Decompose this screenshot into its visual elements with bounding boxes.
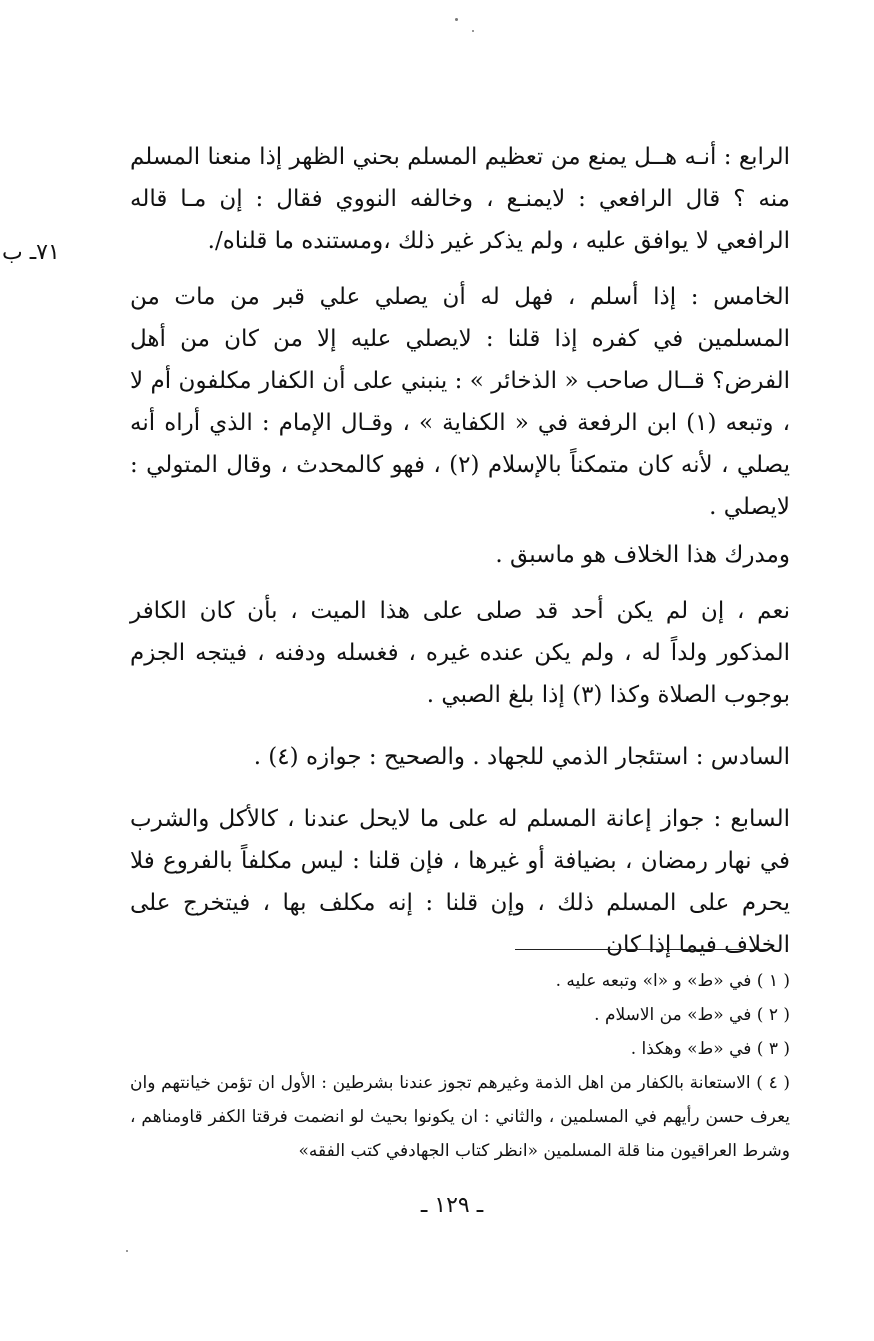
paragraph-fourth: الرابع : أنـه هــل يمنع من تعظيم المسلم بحني الظهر إذا منعنا المسلم منه ؟ قال الرافعي : لايمنـع ، وخالفه النووي فقال : إن مـا قاله الرافعي لا يوافق عليه ، ولم يذكر غير ذلك ،ومستنده ما قلناه/. <box>130 144 790 254</box>
footnote-4: ( ٤ ) الاستعانة بالكفار من اهل الذمة وغيرهم تجوز عندنا بشرطين : الأول ان تؤمن خيانتهم وان يعرف حسن رأيهم في المسلمين ، والثاني : ان يكونوا بحيث لو انضمت فرقتا الكفر قاومناهم ، وشرط العراقيون منا قلة المسلمين «انظر كتاب الجهادفي كتب الفقه» <box>130 1073 790 1161</box>
page-number: ـ ١٢٩ ـ <box>420 1193 484 1218</box>
footnote-2: ( ٢ ) في «ط» من الاسلام . <box>594 1005 790 1025</box>
margin-folio-note: ٧١ـ ب <box>2 240 60 265</box>
main-text <box>130 136 790 980</box>
paragraph-seventh: السابع : جواز إعانة المسلم له على ما لايحل عندنا ، كالأكل والشرب في نهار رمضان ، بضيافة أو غيرها ، فإن قلنا : ليس مكلفاً بالفروع فلا يحرم على المسلم ذلك ، وإن قلنا : إنه مكلف بها ، فيتخرج على الخلاف فيما إذا كان <box>130 806 790 958</box>
footnotes <box>130 964 790 1168</box>
scan-speck <box>126 1250 128 1252</box>
paragraph-khilaf: ومدرك هذا الخلاف هو ماسبق . <box>495 542 790 568</box>
footnote-separator <box>515 949 767 950</box>
paragraph-naam: نعم ، إن لم يكن أحد قد صلى على هذا الميت ، بأن كان الكافر المذكور ولداً له ، ولم يكن عنده غيره ، فغسله ودفنه ، فيتجه الجزم بوجوب الصلاة وكذا (٣) إذا بلغ الصبي . <box>130 598 790 708</box>
paragraph-sixth: السادس : استئجار الذمي للجهاد . والصحيح : جوازه (٤) . <box>253 744 790 770</box>
scan-speck <box>455 18 458 21</box>
scan-speck <box>472 30 474 32</box>
footnote-3: ( ٣ ) في «ط» وهكذا . <box>630 1039 790 1059</box>
paragraph-fifth: الخامس : إذا أسلم ، فهل له أن يصلي علي قبر من مات من المسلمين في كفره إذا قلنا : لايصلي عليه إلا من كان من أهل الفرض؟ قــال صاحب « الذخائر » : ينبني على أن الكفار مكلفون أم لا ، وتبعه (١) ابن الرفعة في « الكفاية » ، وقـال الإمام : الذي أراه أنه يصلي ، لأنه كان متمكناً بالإسلام (٢) ، فهو كالمحدث ، وقال المتولي : لايصلي . <box>130 284 791 520</box>
footnote-1: ( ١ ) في «ط» و «ا» وتبعه عليه . <box>555 971 790 991</box>
